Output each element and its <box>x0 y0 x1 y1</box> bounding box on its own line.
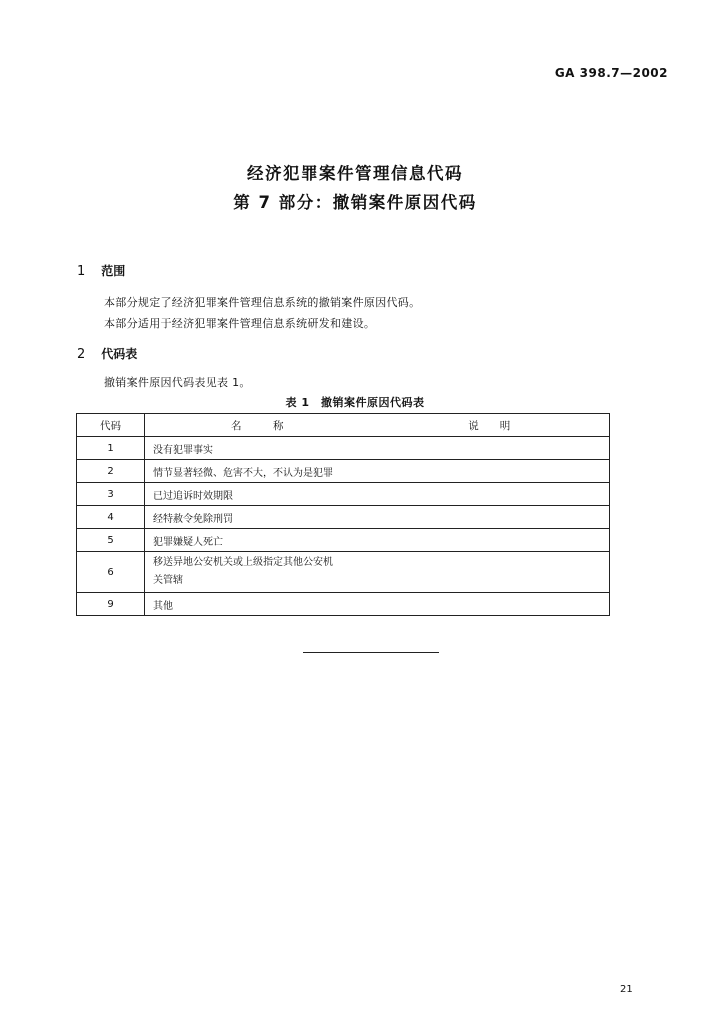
table-header-row <box>77 414 610 437</box>
section-title: 范围 <box>101 264 126 278</box>
table-row <box>77 460 610 483</box>
description-cell <box>370 460 610 483</box>
table-row <box>77 437 610 460</box>
section-2-heading <box>77 345 137 362</box>
code-cell: 1 <box>77 437 145 460</box>
description-cell <box>370 483 610 506</box>
name-cell: 经特赦令免除刑罚 <box>145 506 370 529</box>
code-cell: 2 <box>77 460 145 483</box>
name-cell-line: 关管辖 <box>153 575 183 586</box>
column-header-name: 名 称 <box>145 414 370 437</box>
document-title-line1: 经济犯罪案件管理信息代码 <box>247 164 463 183</box>
standard-code: GA 398.7—2002 <box>554 66 668 80</box>
page-number: 21 <box>620 984 633 995</box>
reason-code-table <box>76 413 610 616</box>
document-title-line2: 第 7 部分：撤销案件原因代码 <box>233 193 477 212</box>
name-cell: 情节显著轻微、危害不大，不认为是犯罪 <box>145 460 370 483</box>
section-1-paragraph: 本部分适用于经济犯罪案件管理信息系统研发和建设。 <box>104 317 376 330</box>
table-row <box>77 552 610 593</box>
section-1-paragraph: 本部分规定了经济犯罪案件管理信息系统的撤销案件原因代码。 <box>104 296 421 309</box>
description-cell <box>370 506 610 529</box>
section-number: 2 <box>77 347 86 362</box>
table-row <box>77 483 610 506</box>
section-1-heading <box>77 262 125 279</box>
name-cell: 犯罪嫌疑人死亡 <box>145 529 370 552</box>
end-rule <box>303 652 439 653</box>
column-header-code: 代码 <box>77 414 145 437</box>
table-row <box>77 593 610 616</box>
description-cell <box>370 437 610 460</box>
table-caption: 表 1 撤销案件原因代码表 <box>285 396 425 409</box>
name-cell: 已过追诉时效期限 <box>145 483 370 506</box>
description-cell <box>370 552 610 593</box>
column-header-description: 说 明 <box>370 414 610 437</box>
section-2-paragraph: 撤销案件原因代码表见表 1。 <box>104 376 251 389</box>
code-cell: 9 <box>77 593 145 616</box>
description-cell <box>370 593 610 616</box>
name-cell: 其他 <box>145 593 370 616</box>
code-cell: 3 <box>77 483 145 506</box>
code-cell: 6 <box>77 552 145 593</box>
section-number: 1 <box>77 264 86 279</box>
code-cell: 5 <box>77 529 145 552</box>
name-cell <box>145 552 370 593</box>
name-cell-line: 移送异地公安机关或上级指定其他公安机 <box>153 557 333 568</box>
table-row <box>77 529 610 552</box>
section-title: 代码表 <box>101 347 138 361</box>
table-row <box>77 506 610 529</box>
description-cell <box>370 529 610 552</box>
name-cell: 没有犯罪事实 <box>145 437 370 460</box>
code-cell: 4 <box>77 506 145 529</box>
